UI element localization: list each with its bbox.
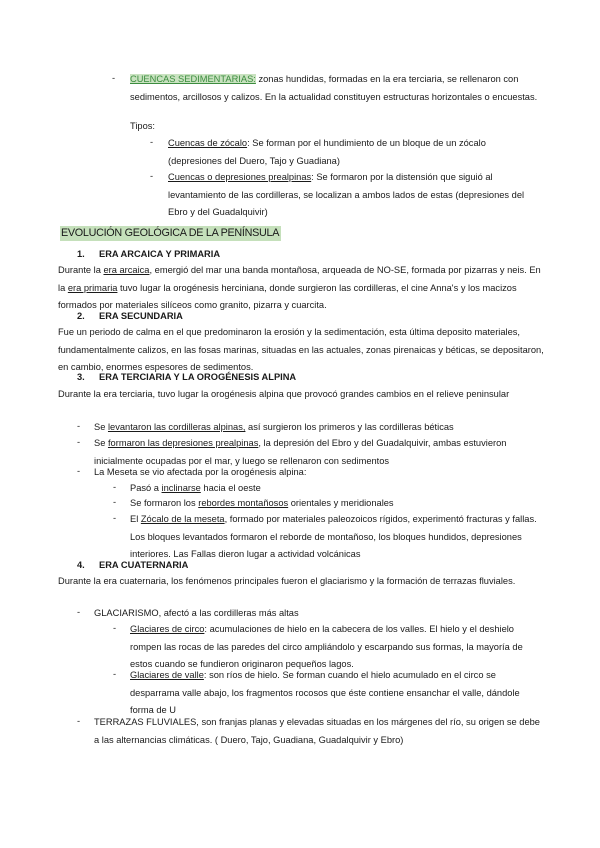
tipo-label: Cuencas de zócalo (168, 138, 248, 148)
cuencas-label: CUENCAS SEDIMENTARIAS: (130, 74, 256, 84)
section-title: EVOLUCIÓN GEOLÓGICA DE LA PENÍNSULA (61, 227, 280, 239)
era1-paragraph (58, 262, 544, 315)
text-run: Durante la (58, 265, 104, 275)
bullet-dash: - (77, 716, 81, 726)
era3-intro: Durante la era terciaria, tuvo lugar la orogénesis alpina que provocó grandes cambios en el relieve peninsular (58, 389, 510, 399)
meseta-sub-2 (130, 495, 540, 513)
cuencas-text-2: sedimentos, arcillosos y calizos. En la actualidad constituyen estructuras horizontales o encuestas. (130, 91, 538, 102)
text-run: , emergió del mar una banda montañosa, arqueada de NO-SE, formada por pizarras y neis. En la (58, 265, 541, 293)
bullet-dash: - (77, 421, 81, 431)
glaciarismo-bullet: GLACIARISMO, afectó a las cordilleras más altas (94, 608, 299, 618)
era-title: ERA TERCIARIA Y LA OROGÉNESIS ALPINA (99, 372, 297, 382)
text-run: hacia el oeste (200, 483, 261, 493)
cuencas-text-1: zonas hundidas, formadas en la era terciaria, se rellenaron con (255, 74, 519, 84)
text-run: : son ríos de hielo. Se forman cuando el hielo acumulado en el circo se desparrama valle abajo, los fragmentos rocosos que éste contiene ensanchar el valle, dándole forma de U (130, 670, 520, 715)
era-number: 4. (77, 560, 85, 570)
era-heading-2 (77, 311, 183, 321)
text-run: Pasó a (130, 483, 162, 493)
era4-intro: Durante la era cuaternaria, los fenómenos principales fueron el glaciarismo y la formación de terrazas fluviales. (58, 576, 516, 586)
era2-paragraph: Fue un periodo de calma en el que predominaron la erosión y la sedimentación, esta última deposito materiales, fundamentalmente calizos, en las fosas marinas, situadas en las actuales, zonas pirenaicas y béticas, se depositaron, en cambio, enormes espesores de sedimentos. (58, 327, 544, 372)
text-run: Se (94, 438, 108, 448)
era-heading-3 (77, 372, 296, 382)
era-number: 3. (77, 372, 85, 382)
text-run: : acumulaciones de hielo en la cabecera de los valles. El hielo y el deshielo rompen las rocas de las paredes del circo ampliándolo y escarpando sus formas, la mayoría de estos cuando se fundieron originaron pequeños lagos. (130, 624, 523, 669)
bullet-dash: - (150, 137, 154, 147)
bullet-dash: - (113, 497, 117, 507)
term-zocalo: Zócalo de la meseta (140, 514, 225, 524)
era-title: ERA CUATERNARIA (99, 560, 189, 570)
era-arcaica-term: era arcaica (103, 265, 150, 275)
era-title: ERA SECUNDARIA (99, 311, 183, 321)
term-glaciares-valle: Glaciares de valle (130, 670, 204, 680)
text-run: El (130, 514, 141, 524)
term-glaciares-circo: Glaciares de circo (130, 624, 205, 634)
cuencas-paragraph (130, 71, 540, 106)
era3-bullet-1 (94, 419, 544, 437)
text-run: Se formaron los (130, 498, 199, 508)
text-run: así surgieron los primeros y las cordilleras béticas (245, 422, 454, 432)
glaciares-circo (130, 621, 542, 674)
bullet-dash: - (150, 171, 154, 181)
text-run: , la depresión del Ebro y del Guadalquivir, ambas estuvieron inicialmente ocupadas por el mar, y luego se rellenaron con sedimentos (94, 438, 507, 466)
era-heading-4 (77, 560, 188, 570)
bullet-dash: - (77, 466, 81, 476)
era3-bullet-3: La Meseta se vio afectada por la orogénesis alpina: (94, 467, 307, 477)
text-run: , formado por materiales paleozoicos rígidos, experimentó fracturas y fallas. Los bloques levantados formaron el reborde de montañoso, los bloques hundidos, depresiones interiores. Las Fallas dieron lugar a actividad volcánicas (130, 514, 537, 559)
tipos-label: Tipos: (130, 121, 155, 131)
bullet-dash: - (113, 482, 117, 492)
text-run: tuvo lugar la orogénesis herciniana, donde surgieron las cordilleras, el cine Anna's y los macizos formados por materiales silíceos como granito, pizarra y cuarcita. (58, 282, 517, 310)
text-run: Se (94, 422, 108, 432)
era-number: 2. (77, 311, 85, 321)
bullet-dash: - (112, 73, 116, 83)
era-heading-1 (77, 249, 220, 259)
era-title: ERA ARCAICA Y PRIMARIA (99, 249, 221, 259)
text-run: orientales y meridionales (288, 498, 394, 508)
terrazas-bullet: TERRAZAS FLUVIALES, son franjas planas y elevadas situadas en los márgenes del río, su origen se debe a las alternancias climáticas. ( Duero, Tajo, Guadiana, Guadalquivir y Ebro) (94, 717, 540, 745)
bullet-dash: - (113, 513, 117, 523)
term-rebordes: rebordes montañosos (198, 498, 289, 508)
tipo-text: : Se forman por el hundimiento de un bloque de un zócalo (depresiones del Duero, Tajo y Guadiana) (168, 138, 486, 166)
term-inclinarse: inclinarse (161, 483, 201, 493)
bullet-dash: - (77, 607, 81, 617)
era-number: 1. (77, 249, 85, 259)
tipo-cuencas-prealpinas (168, 169, 540, 222)
term-levantaron: levantaron las cordilleras alpinas, (107, 422, 246, 432)
tipo-label: Cuencas o depresiones prealpinas (168, 172, 312, 182)
bullet-dash: - (113, 669, 117, 679)
meseta-sub-3 (130, 511, 544, 564)
tipo-text: : Se formaron por la distensión que siguió al levantamiento de las cordilleras, se localizan a ambos lados de estas (depresiones del Ebro y del Guadalquivir) (168, 172, 525, 217)
term-depresiones: formaron las depresiones prealpinas (107, 438, 259, 448)
era-primaria-term: era primaria (67, 282, 118, 293)
glaciares-valle (130, 667, 540, 720)
bullet-dash: - (113, 623, 117, 633)
bullet-dash: - (77, 437, 81, 447)
tipo-cuencas-zocalo (168, 135, 540, 170)
